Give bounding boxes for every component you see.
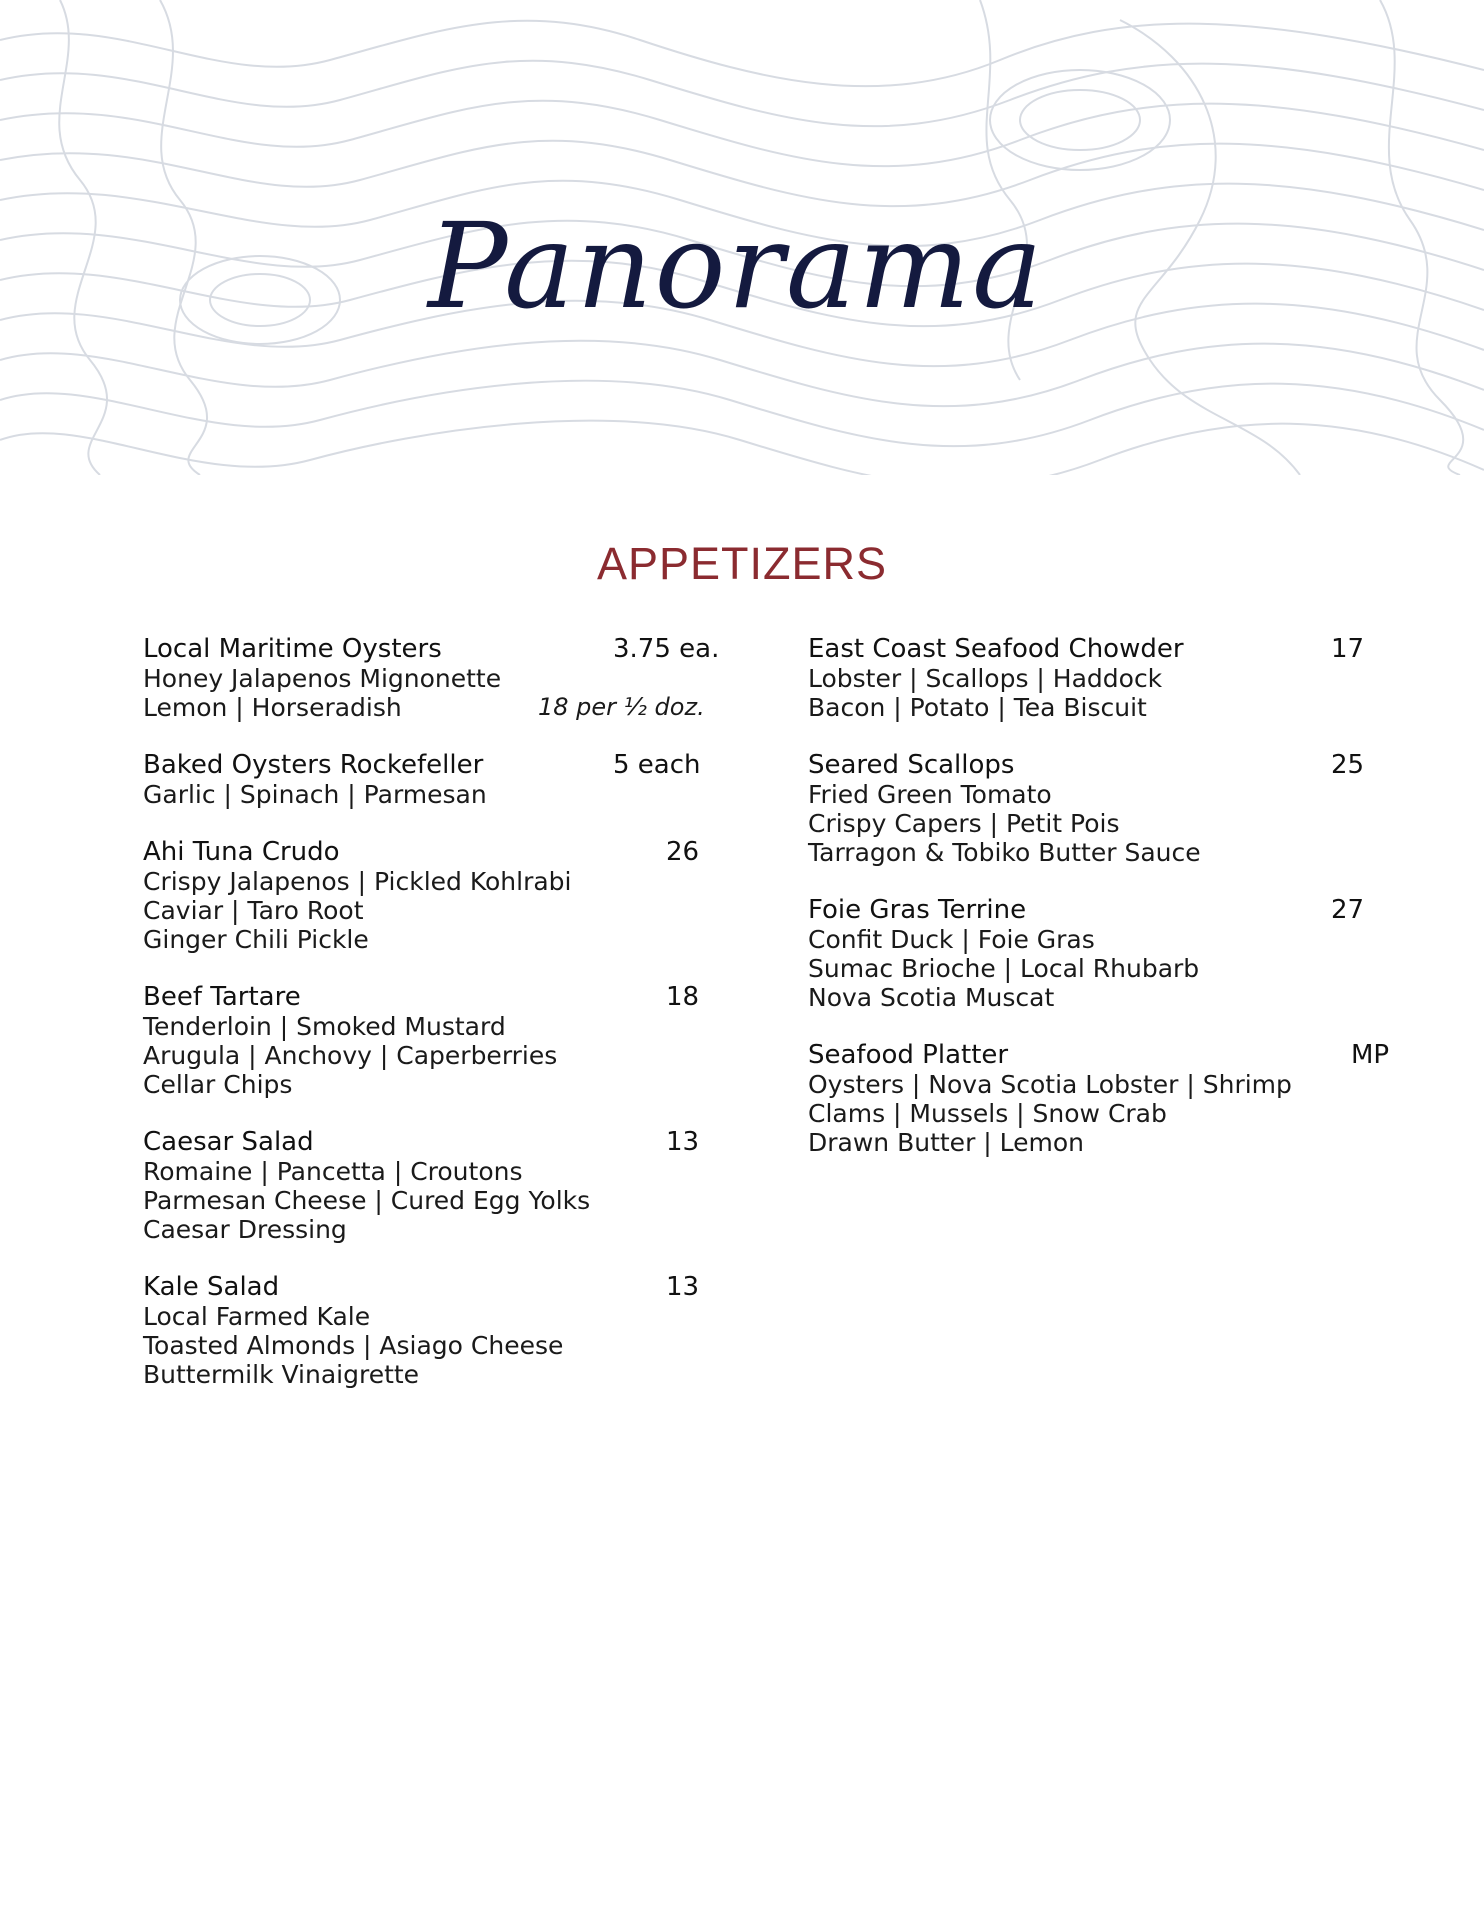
- menu-item-header: [143, 1272, 713, 1302]
- menu-item-name: East Coast Seafood Chowder: [808, 634, 1184, 664]
- description-text: Buttermilk Vinaigrette: [143, 1360, 420, 1389]
- menu-item-description: [808, 954, 1408, 983]
- description-text: Romaine | Pancetta | Croutons: [143, 1157, 523, 1186]
- menu-item-description: [143, 925, 713, 954]
- menu-item-description: [808, 664, 1408, 693]
- description-text: Oysters | Nova Scotia Lobster | Shrimp: [808, 1070, 1292, 1099]
- menu-item-header: [808, 1040, 1408, 1070]
- menu-item-price: 27: [1331, 895, 1365, 925]
- description-text: Toasted Almonds | Asiago Cheese: [143, 1331, 564, 1360]
- menu-item-name: Ahi Tuna Crudo: [143, 837, 340, 867]
- menu-item-description: [808, 925, 1408, 954]
- menu-item-name: Caesar Salad: [143, 1127, 314, 1157]
- menu-item-name: Local Maritime Oysters: [143, 634, 442, 664]
- menu-item-name: Kale Salad: [143, 1272, 280, 1302]
- menu-item-description: [143, 664, 713, 693]
- menu-item-name: Baked Oysters Rockefeller: [143, 750, 484, 780]
- description-text: Honey Jalapenos Mignonette: [143, 664, 502, 693]
- menu-item-price: 13: [666, 1127, 700, 1157]
- description-text: Sumac Brioche | Local Rhubarb: [808, 954, 1200, 983]
- description-text: Confit Duck | Foie Gras: [808, 925, 1095, 954]
- menu-item-description: [143, 1186, 713, 1215]
- menu-item-description: [143, 1331, 713, 1360]
- menu-item-header: [808, 634, 1408, 664]
- menu-item: [808, 1040, 1408, 1157]
- menu-item-header: [808, 750, 1408, 780]
- menu-item: [143, 750, 713, 809]
- menu-item-description: [808, 838, 1408, 867]
- description-text: Nova Scotia Muscat: [808, 983, 1055, 1012]
- description-text: Drawn Butter | Lemon: [808, 1128, 1085, 1157]
- menu-item: [808, 895, 1408, 1012]
- description-text: Garlic | Spinach | Parmesan: [143, 780, 487, 809]
- menu-item-name: Seared Scallops: [808, 750, 1015, 780]
- menu-item: [808, 750, 1408, 867]
- menu-item: [808, 634, 1408, 722]
- description-text: Lobster | Scallops | Haddock: [808, 664, 1163, 693]
- menu-item-description: [143, 1302, 713, 1331]
- menu-item-description: [143, 867, 713, 896]
- menu-item-description: [808, 1099, 1408, 1128]
- description-text: Clams | Mussels | Snow Crab: [808, 1099, 1167, 1128]
- menu-item: [143, 1272, 713, 1389]
- header-banner: [0, 0, 1484, 475]
- menu-item-note: 18 per ½ doz.: [538, 693, 705, 721]
- description-text: Local Farmed Kale: [143, 1302, 371, 1331]
- left-menu-column: [143, 634, 720, 1417]
- menu-item-price: 18: [666, 982, 700, 1012]
- description-text: Tarragon & Tobiko Butter Sauce: [808, 838, 1201, 867]
- menu-item-price: 26: [666, 837, 700, 867]
- menu-item-price: 13: [666, 1272, 700, 1302]
- menu-item-description: [143, 1215, 713, 1244]
- menu-item: [143, 837, 713, 954]
- description-text: Caviar | Taro Root: [143, 896, 364, 925]
- description-text: Lemon | Horseradish: [143, 693, 402, 722]
- menu-item-description: [143, 1012, 713, 1041]
- menu-item-description: [808, 809, 1408, 838]
- menu-item-price: 5 each: [613, 750, 701, 780]
- menu-item-price: 3.75 ea.: [613, 634, 720, 664]
- menu-item-header: [143, 982, 713, 1012]
- menu-item-description: [143, 1157, 713, 1186]
- right-menu-column: [808, 634, 1408, 1185]
- menu-item-description: [808, 1070, 1408, 1099]
- panorama-logo: [420, 185, 1080, 365]
- description-text: Cellar Chips: [143, 1070, 293, 1099]
- description-text: Bacon | Potato | Tea Biscuit: [808, 693, 1147, 722]
- menu-item-description: [143, 1041, 713, 1070]
- menu-item-header: [808, 895, 1408, 925]
- menu-item-description: [808, 983, 1408, 1012]
- menu-item-header: [143, 634, 720, 664]
- logo-wordmark: Panorama: [428, 197, 1045, 335]
- menu-item-description: [143, 896, 713, 925]
- menu-item-description: [143, 1070, 713, 1099]
- description-text: Tenderloin | Smoked Mustard: [143, 1012, 506, 1041]
- description-text: Ginger Chili Pickle: [143, 925, 369, 954]
- menu-item-header: [143, 750, 713, 780]
- menu-item-description: [143, 780, 713, 809]
- menu-item-description: [143, 1360, 713, 1389]
- description-text: Crispy Capers | Petit Pois: [808, 809, 1120, 838]
- menu-item-header: [143, 1127, 713, 1157]
- menu-item: [143, 982, 713, 1099]
- description-text: Fried Green Tomato: [808, 780, 1052, 809]
- menu-item-description: [143, 693, 713, 722]
- menu-item-name: Seafood Platter: [808, 1040, 1009, 1070]
- menu-item-header: [143, 837, 713, 867]
- menu-item-price: 25: [1331, 750, 1365, 780]
- menu-item-name: Beef Tartare: [143, 982, 301, 1012]
- menu-item-name: Foie Gras Terrine: [808, 895, 1027, 925]
- menu-item: [143, 634, 720, 722]
- menu-item-description: [808, 693, 1408, 722]
- section-title: APPETIZERS: [596, 538, 888, 589]
- description-text: Parmesan Cheese | Cured Egg Yolks: [143, 1186, 591, 1215]
- description-text: Arugula | Anchovy | Caperberries: [143, 1041, 558, 1070]
- menu-item-price: 17: [1331, 634, 1365, 664]
- description-text: Caesar Dressing: [143, 1215, 347, 1244]
- menu-item-description: [808, 780, 1408, 809]
- description-text: Crispy Jalapenos | Pickled Kohlrabi: [143, 867, 572, 896]
- menu-item: [143, 1127, 713, 1244]
- menu-item-description: [808, 1128, 1408, 1157]
- menu-item-price: MP: [1351, 1040, 1390, 1070]
